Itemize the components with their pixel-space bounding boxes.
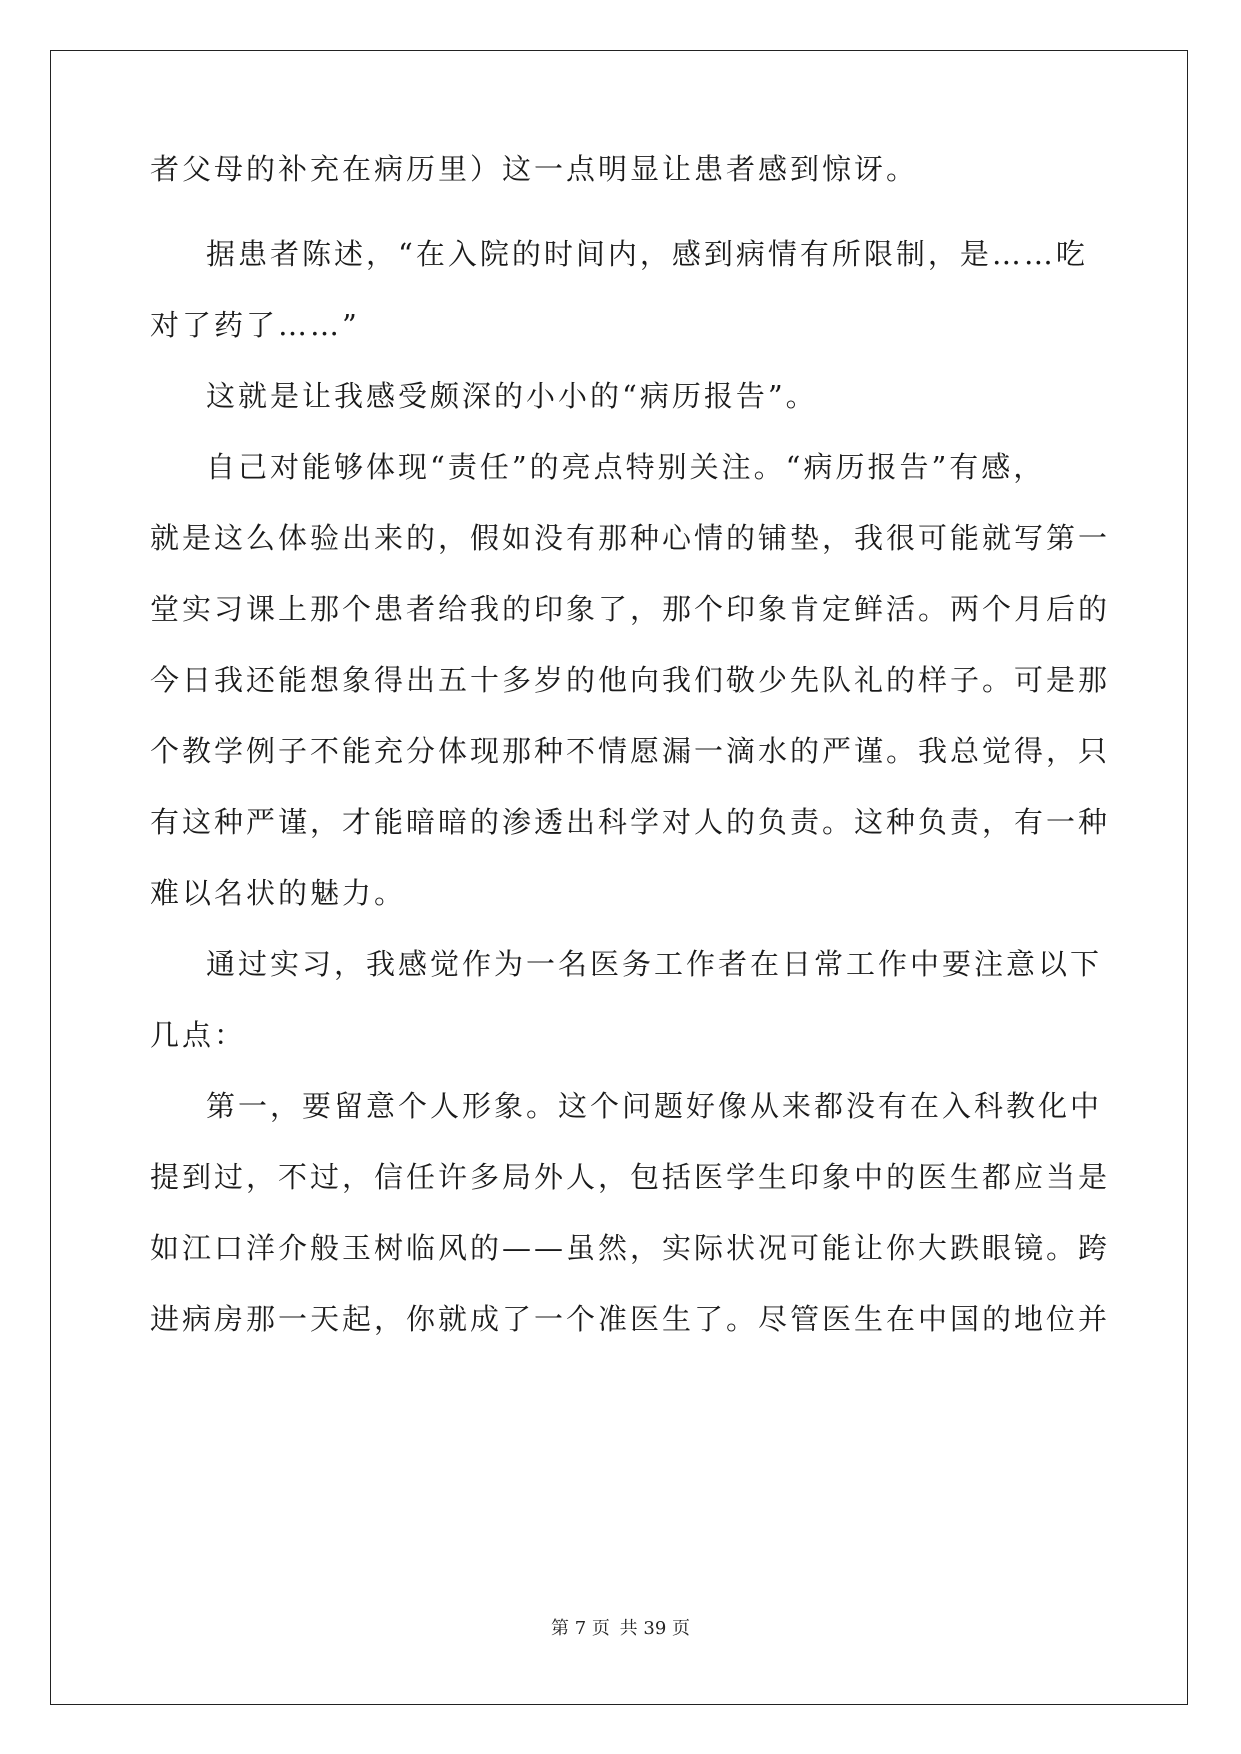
text-line: 者父母的补充在病历里）这一点明显让患者感到惊讶。 — [150, 152, 919, 186]
page-number: 第 7 页 — [551, 1618, 610, 1639]
paragraph-start-line: 通过实习，我感觉作为一名医务工作者在日常工作中要注意以下 — [206, 947, 1103, 981]
text-line: 几点： — [150, 1018, 247, 1052]
page-total: 共 39 页 — [619, 1618, 690, 1639]
paragraph-start-line: 这就是让我感受颇深的小小的“病历报告”。 — [206, 379, 818, 413]
paragraph-start-line: 自己对能够体现“责任”的亮点特别关注。“病历报告”有感， — [206, 450, 1046, 484]
text-line: 有这种严谨，才能暗暗的渗透出科学对人的负责。这种负责，有一种 — [150, 805, 1111, 839]
paragraph-start-line: 据患者陈述，“在入院的时间内，感到病情有所限制，是……吃 — [206, 237, 1088, 271]
text-line: 难以名状的魅力。 — [150, 876, 407, 910]
text-line: 就是这么体验出来的，假如没有那种心情的铺垫，我很可能就写第一 — [150, 521, 1111, 555]
text-line: 如江口洋介般玉树临风的——虽然，实际状况可能让你大跌眼镜。跨 — [150, 1231, 1111, 1265]
text-line: 个教学例子不能充分体现那种不情愿漏一滴水的严谨。我总觉得，只 — [150, 734, 1111, 768]
text-line: 堂实习课上那个患者给我的印象了，那个印象肯定鲜活。两个月后的 — [150, 592, 1111, 626]
text-line: 今日我还能想象得出五十多岁的他向我们敬少先队礼的样子。可是那 — [150, 663, 1111, 697]
text-line: 对了药了……” — [150, 308, 360, 342]
text-line: 提到过，不过，信任许多局外人，包括医学生印象中的医生都应当是 — [150, 1160, 1111, 1194]
page-footer — [0, 1614, 1241, 1640]
text-line: 进病房那一天起，你就成了一个准医生了。尽管医生在中国的地位并 — [150, 1302, 1111, 1336]
paragraph-start-line: 第一，要留意个人形象。这个问题好像从来都没有在入科教化中 — [206, 1089, 1103, 1123]
